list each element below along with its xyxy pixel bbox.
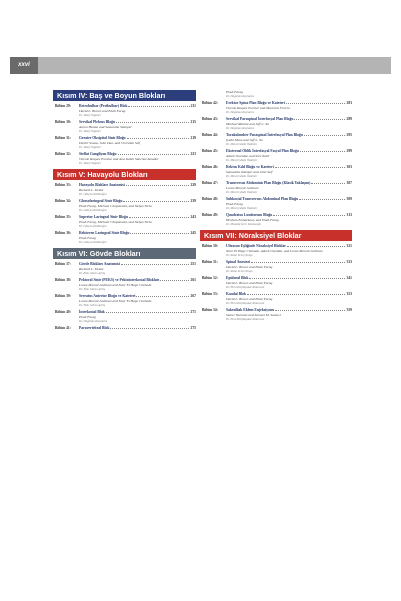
page-reference: 295 — [346, 133, 352, 138]
chapter-translator: Dr. Mevzi Gözde Özdemir — [226, 142, 258, 147]
toc-entry[interactable] — [53, 231, 196, 244]
page-reference: 353 — [346, 292, 352, 297]
toc-entry[interactable] — [200, 117, 352, 130]
chapter-title: Glossofaringeal Sinir Bloğu — [79, 199, 123, 203]
chapter-title: Paravertebral Blok — [79, 326, 110, 330]
page-reference: 239 — [190, 199, 196, 203]
leader-dots — [299, 197, 345, 200]
page-reference: 359 — [346, 308, 352, 313]
page-reference: 251 — [190, 262, 196, 266]
entry-body — [79, 326, 196, 331]
entry-body — [226, 165, 352, 178]
chapter-translator: Dr. Yusuf Ozgüner — [79, 145, 101, 149]
chapter-authors: Nour El Hage Chehade, Adeeb Oweidat, and Loran Mounir-Soliman — [226, 249, 323, 253]
entry-body — [226, 292, 352, 305]
toc-entry[interactable] — [200, 165, 352, 178]
chapter-number: Bölüm 43: — [202, 117, 218, 122]
chapter-translator: Dr. Yusuf Ozgüner — [79, 129, 101, 133]
chapter-authors: Ehab Farag — [226, 202, 244, 206]
toc-entry[interactable] — [200, 276, 352, 289]
leader-dots — [275, 165, 346, 168]
chapter-translator: Dr. Ebru Küçükçakar Kokurcan — [226, 301, 265, 306]
toc-entry[interactable] — [200, 90, 352, 98]
entry-body — [226, 101, 352, 114]
chapter-authors: David L. Brown and Ehab Farag — [226, 281, 273, 285]
chapter-authors: Adeeb Oweidat, and Sree Kolli — [226, 154, 270, 158]
entry-body — [226, 117, 352, 130]
toc-entry[interactable] — [53, 183, 196, 196]
entry-body — [226, 213, 352, 226]
chapter-translator: Dr. Altan Ecem Tongo — [226, 269, 253, 274]
chapter-translator: Dr. Ekin Güran Ayrüş — [79, 271, 106, 275]
chapter-authors: Loran Mounir-Soliman and Nour El Hage Chehade — [79, 282, 152, 287]
chapter-translator: Dr. Ebru Küçükçakar Kokurcan — [226, 317, 265, 322]
entry-body — [79, 104, 196, 117]
page-reference: 215 — [190, 120, 196, 124]
entry-body — [79, 136, 196, 149]
chapter-authors: David L. Brown and Ehab Farag — [226, 265, 273, 269]
leader-dots — [123, 199, 189, 202]
chapter-number: Bölüm 32: — [55, 152, 71, 156]
entry-body — [226, 133, 352, 146]
page-reference: 299 — [346, 149, 352, 154]
entry-body — [79, 152, 196, 165]
chapter-title: Kaudal Blok — [226, 292, 246, 297]
chapter-authors: Dmitri Souza, John Dao, and Christian Seif — [79, 140, 141, 145]
chapter-translator: Dr. Yusuf Ozgüner — [79, 113, 101, 117]
running-header — [10, 57, 391, 74]
toc-entry[interactable] — [200, 149, 352, 162]
leader-dots — [251, 260, 345, 263]
chapter-title: Serratus Anterior Bloğu ve Kateteri — [79, 294, 136, 298]
chapter-translator: Dr. Mevzi Gözde Özdemir — [226, 158, 258, 163]
toc-entry[interactable] — [200, 197, 352, 210]
chapter-authors: Iyabo Muse and Jeff L. Xu — [226, 138, 263, 142]
section-heading: Kısım IV: Baş ve Boyun Blokları — [53, 90, 196, 101]
chapter-authors: Ehab Farag, Michael Chopanoski, and Stefan Trela — [79, 219, 152, 224]
leader-dots — [287, 244, 346, 247]
chapter-authors: Ehab Farag — [79, 314, 97, 319]
chapter-number: Bölüm 49: — [202, 213, 218, 218]
entry-body — [226, 308, 352, 321]
entry-body — [226, 276, 352, 289]
page-reference: 321 — [346, 244, 352, 249]
chapter-number: Bölüm 40: — [55, 310, 71, 314]
leader-dots — [249, 276, 345, 279]
toc-entry[interactable] — [53, 310, 196, 323]
chapter-authors: Samantha Stamper and John Seif — [226, 170, 273, 174]
page-reference: 229 — [190, 183, 196, 187]
entry-body — [226, 197, 352, 210]
page-reference: 303 — [346, 165, 352, 170]
chapter-number: Bölüm 54: — [202, 308, 218, 313]
entry-body — [226, 149, 352, 162]
section-heading: Kısım VI: Gövde Blokları — [53, 248, 196, 259]
toc-section — [53, 248, 196, 331]
page-reference: 211 — [190, 104, 196, 108]
entry-body — [79, 262, 196, 275]
toc-section — [53, 90, 196, 165]
chapter-number — [200, 90, 226, 98]
entry-body — [226, 181, 352, 194]
leader-dots — [121, 262, 189, 265]
chapter-translator: Dr. Gökçen Kültüroğlu — [79, 208, 107, 212]
chapter-authors: Loran Mounir-Soliman — [226, 186, 259, 190]
entry-body — [226, 260, 352, 273]
chapter-title: Sakroiliak Eklem Enjeksiyonu — [226, 308, 275, 313]
toc-entry[interactable] — [53, 215, 196, 228]
leader-dots — [275, 308, 345, 311]
chapter-number: Bölüm 51: — [202, 260, 218, 265]
entry-body — [79, 231, 196, 244]
leader-dots — [136, 294, 189, 297]
entry-body — [79, 310, 196, 323]
chapter-translator: Dr. Ekin Güran Ayrüş — [79, 303, 106, 307]
chapter-title: Rekürren Laringeal Sinir Bloğu — [79, 231, 130, 235]
chapter-translator: Dr. Yusuf Ozgüner — [79, 161, 101, 165]
chapter-translator: Dr. Doğuhan Kaynarca — [226, 110, 255, 115]
chapter-authors: David L. Brown and Ehab Farag — [226, 297, 273, 301]
chapter-title: Torakolomber Paraspinal İnterfasyal Plan Bloğu — [226, 133, 303, 138]
chapter-title: İnterkostal Blok — [79, 310, 105, 314]
leader-dots — [118, 152, 190, 155]
chapter-translator: Dr. Doğuhan Kaynarca — [79, 319, 108, 323]
chapter-title: Superior Laringeal Sinir Bloğu — [79, 215, 128, 219]
chapter-authors: Ehab Farag — [79, 235, 97, 240]
toc-entry[interactable] — [53, 294, 196, 307]
chapter-authors: Vicente Roques Escolar and Ana Isabel Sánchez Amador — [79, 156, 159, 161]
entry-body — [79, 120, 196, 133]
section-heading: Kısım V: Havayolu Blokları — [53, 169, 196, 180]
chapter-translator: Dr. Mevzi Gözde Özdemir — [226, 190, 258, 195]
chapter-title: Greater Oksipital Sinir Bloğu — [79, 136, 126, 140]
page-reference: 289 — [346, 117, 352, 122]
toc-entry[interactable] — [53, 262, 196, 275]
chapter-translator: Dr. Mustafa Serrı Kelomoğlu — [226, 222, 262, 227]
chapter-title: Stellat Gangliyon Bloğu — [79, 152, 117, 156]
chapter-number: Bölüm 44: — [202, 133, 218, 138]
chapter-translator: Dr. Doğuhan Kaynarca — [226, 94, 255, 99]
leader-dots — [286, 101, 346, 104]
page-reference: 275 — [190, 326, 196, 330]
toc-entry[interactable] — [53, 278, 196, 291]
chapter-number: Bölüm 30: — [55, 120, 71, 124]
chapter-translator: Dr. Ekin Güran Ayrüş — [79, 287, 106, 291]
chapter-title: Gövde Blokları Anatomisi — [79, 262, 120, 266]
leader-dots — [126, 183, 190, 186]
chapter-title: Subkostal Transversus Abdominal Plan Bloğu — [226, 197, 299, 202]
leader-dots — [273, 213, 345, 216]
toc-section — [200, 90, 352, 226]
chapter-number: Bölüm 50: — [202, 244, 218, 249]
page-reference: 313 — [346, 213, 352, 218]
chapter-number: Bölüm 34: — [55, 199, 71, 203]
chapter-number: Bölüm 42: — [202, 101, 218, 106]
toc-entry[interactable] — [53, 199, 196, 212]
leader-dots — [127, 136, 190, 139]
chapter-translator: Dr. Mevzi Gözde Özdemir — [226, 174, 258, 179]
chapter-authors: Vicente Roques Escolar and Maurício Forero — [226, 106, 290, 110]
toc-section — [53, 169, 196, 244]
chapter-authors: Ehab Farag, Michael Chopanoski, and Stefan Trela — [79, 203, 152, 208]
page-top-margin — [0, 0, 401, 57]
chapter-authors: Richard L. Drake — [79, 266, 104, 271]
toc-entry[interactable] — [200, 133, 352, 146]
chapter-number: Bölüm 35: — [55, 215, 71, 219]
toc-entry[interactable] — [53, 326, 196, 331]
toc-entry[interactable] — [53, 104, 196, 117]
leader-dots — [300, 149, 346, 152]
chapter-title: Eksternal Oblik İnterfasyal Fasyal Plan Bloğu — [226, 149, 299, 154]
leader-dots — [160, 278, 189, 281]
page-reference: 219 — [190, 136, 196, 140]
leader-dots — [311, 181, 345, 184]
chapter-title: Erektor Spina Plan Bloğu ve Kateteri — [226, 101, 285, 106]
leader-dots — [110, 326, 189, 329]
chapter-number: Bölüm 33: — [55, 183, 71, 187]
chapter-authors: Aaron Hawke and Samantha Stamper — [79, 124, 132, 129]
chapter-number: Bölüm 41: — [55, 326, 71, 330]
chapter-translator: Dr. Mevzi Gözde Özdemir — [226, 206, 258, 211]
toc-right-column — [200, 90, 352, 325]
chapter-title: Servikal Paraspinal İnterfasyal Plan Bloğu — [226, 117, 294, 122]
chapter-translator: Dr. Gökçen Kültüroğlu — [79, 224, 107, 228]
page-reference: 309 — [346, 197, 352, 202]
entry-body — [79, 199, 196, 212]
chapter-number: Bölüm 47: — [202, 181, 218, 186]
chapter-translator: Dr. Doğuhan Kaynarca — [226, 126, 255, 131]
page-reference: 223 — [190, 152, 196, 156]
leader-dots — [106, 310, 190, 313]
page-reference: 261 — [190, 278, 196, 282]
toc-entry[interactable] — [53, 136, 196, 149]
chapter-number: Bölüm 37: — [55, 262, 71, 266]
chapter-translator: Dr. Gökçen Kültüroğlu — [79, 192, 107, 196]
chapter-title: Epidural Blok — [226, 276, 249, 281]
leader-dots — [129, 215, 190, 218]
chapter-number: Bölüm 45: — [202, 149, 218, 154]
entry-body — [79, 294, 196, 307]
entry-body — [79, 183, 196, 196]
toc-entry[interactable] — [53, 152, 196, 165]
entry-body — [226, 90, 352, 98]
toc-entry[interactable] — [200, 213, 352, 226]
chapter-title: Retrobulbar (Peribulbar) Blok — [79, 104, 128, 108]
page-reference: 245 — [190, 231, 196, 235]
entry-body — [79, 215, 196, 228]
chapter-title: Spinal Anestezi — [226, 260, 251, 265]
chapter-title: Transversus Abdominis Plan Bloğu (Klasik Yaklaşım) — [226, 181, 311, 186]
chapter-authors: Hesham Elsharkawy and Ehab Farag — [226, 218, 279, 222]
chapter-title: Pektoral Sinir (PEKS) ve Pektointerkostal Blokları — [79, 278, 160, 282]
chapter-translator: Dr. Altan Ecem Tongo — [226, 253, 253, 258]
chapter-number: Bölüm 52: — [202, 276, 218, 281]
leader-dots — [247, 292, 345, 295]
leader-dots — [294, 117, 345, 120]
chapter-authors: David L. Brown and Ehab Farag — [79, 108, 126, 113]
chapter-authors: Michael Rahimi and Jeff L. Xu — [226, 122, 269, 126]
entry-body — [226, 244, 352, 257]
toc-section — [200, 230, 352, 321]
leader-dots — [116, 120, 189, 123]
chapter-authors: Samer Narouze and Samuel M. Samuel — [226, 313, 281, 317]
page-reference: 333 — [346, 260, 352, 265]
toc-entry[interactable] — [200, 181, 352, 194]
chapter-number: Bölüm 31: — [55, 136, 71, 140]
chapter-title: Servikal Pleksus Bloğu — [79, 120, 116, 124]
page-reference: 267 — [190, 294, 196, 298]
page-number: xxvi — [10, 57, 38, 74]
chapter-number: Bölüm 46: — [202, 165, 218, 170]
chapter-number: Bölüm 48: — [202, 197, 218, 202]
entry-body — [79, 278, 196, 291]
chapter-authors: Ehab Farag — [226, 90, 244, 94]
page-reference: 271 — [190, 310, 196, 314]
chapter-number: Bölüm 36: — [55, 231, 71, 235]
toc-entry[interactable] — [200, 292, 352, 305]
chapter-title: Quadratus Lumborum Bloğu — [226, 213, 273, 218]
page-reference: 243 — [190, 215, 196, 219]
chapter-number: Bölüm 53: — [202, 292, 218, 297]
toc-entry[interactable] — [200, 101, 352, 114]
toc-entry[interactable] — [200, 244, 352, 257]
chapter-title: Havayolu Blokları Anatomisi — [79, 183, 125, 187]
chapter-authors: Loran Mounir-Soliman and Nour El Hage Chehade — [79, 298, 152, 303]
section-heading: Kısım VII: Nöraksiyel Bloklar — [200, 230, 352, 241]
page-reference: 283 — [346, 101, 352, 106]
chapter-translator: Dr. Ebru Küçükçakar Kokurcan — [226, 285, 265, 290]
chapter-number: Bölüm 29: — [55, 104, 71, 108]
leader-dots — [128, 104, 189, 107]
leader-dots — [130, 231, 189, 234]
toc-entry[interactable] — [53, 120, 196, 133]
page-reference: 307 — [346, 181, 352, 186]
chapter-number: Bölüm 38: — [55, 278, 71, 282]
chapter-translator: Dr. Gökçen Kültüroğlu — [79, 240, 107, 244]
chapter-title: Rektus Kılıf Bloğu ve Kateteri — [226, 165, 274, 170]
toc-entry[interactable] — [200, 260, 352, 273]
leader-dots — [304, 133, 346, 136]
chapter-number: Bölüm 39: — [55, 294, 71, 298]
chapter-authors: Richard L. Drake — [79, 187, 104, 192]
entry-title-line — [79, 326, 196, 331]
chapter-title: Ultrason Eşliğinde Nöraksiyel Bloklar — [226, 244, 286, 249]
toc-entry[interactable] — [200, 308, 352, 321]
page-reference: 341 — [346, 276, 352, 281]
toc-left-column — [53, 90, 196, 335]
